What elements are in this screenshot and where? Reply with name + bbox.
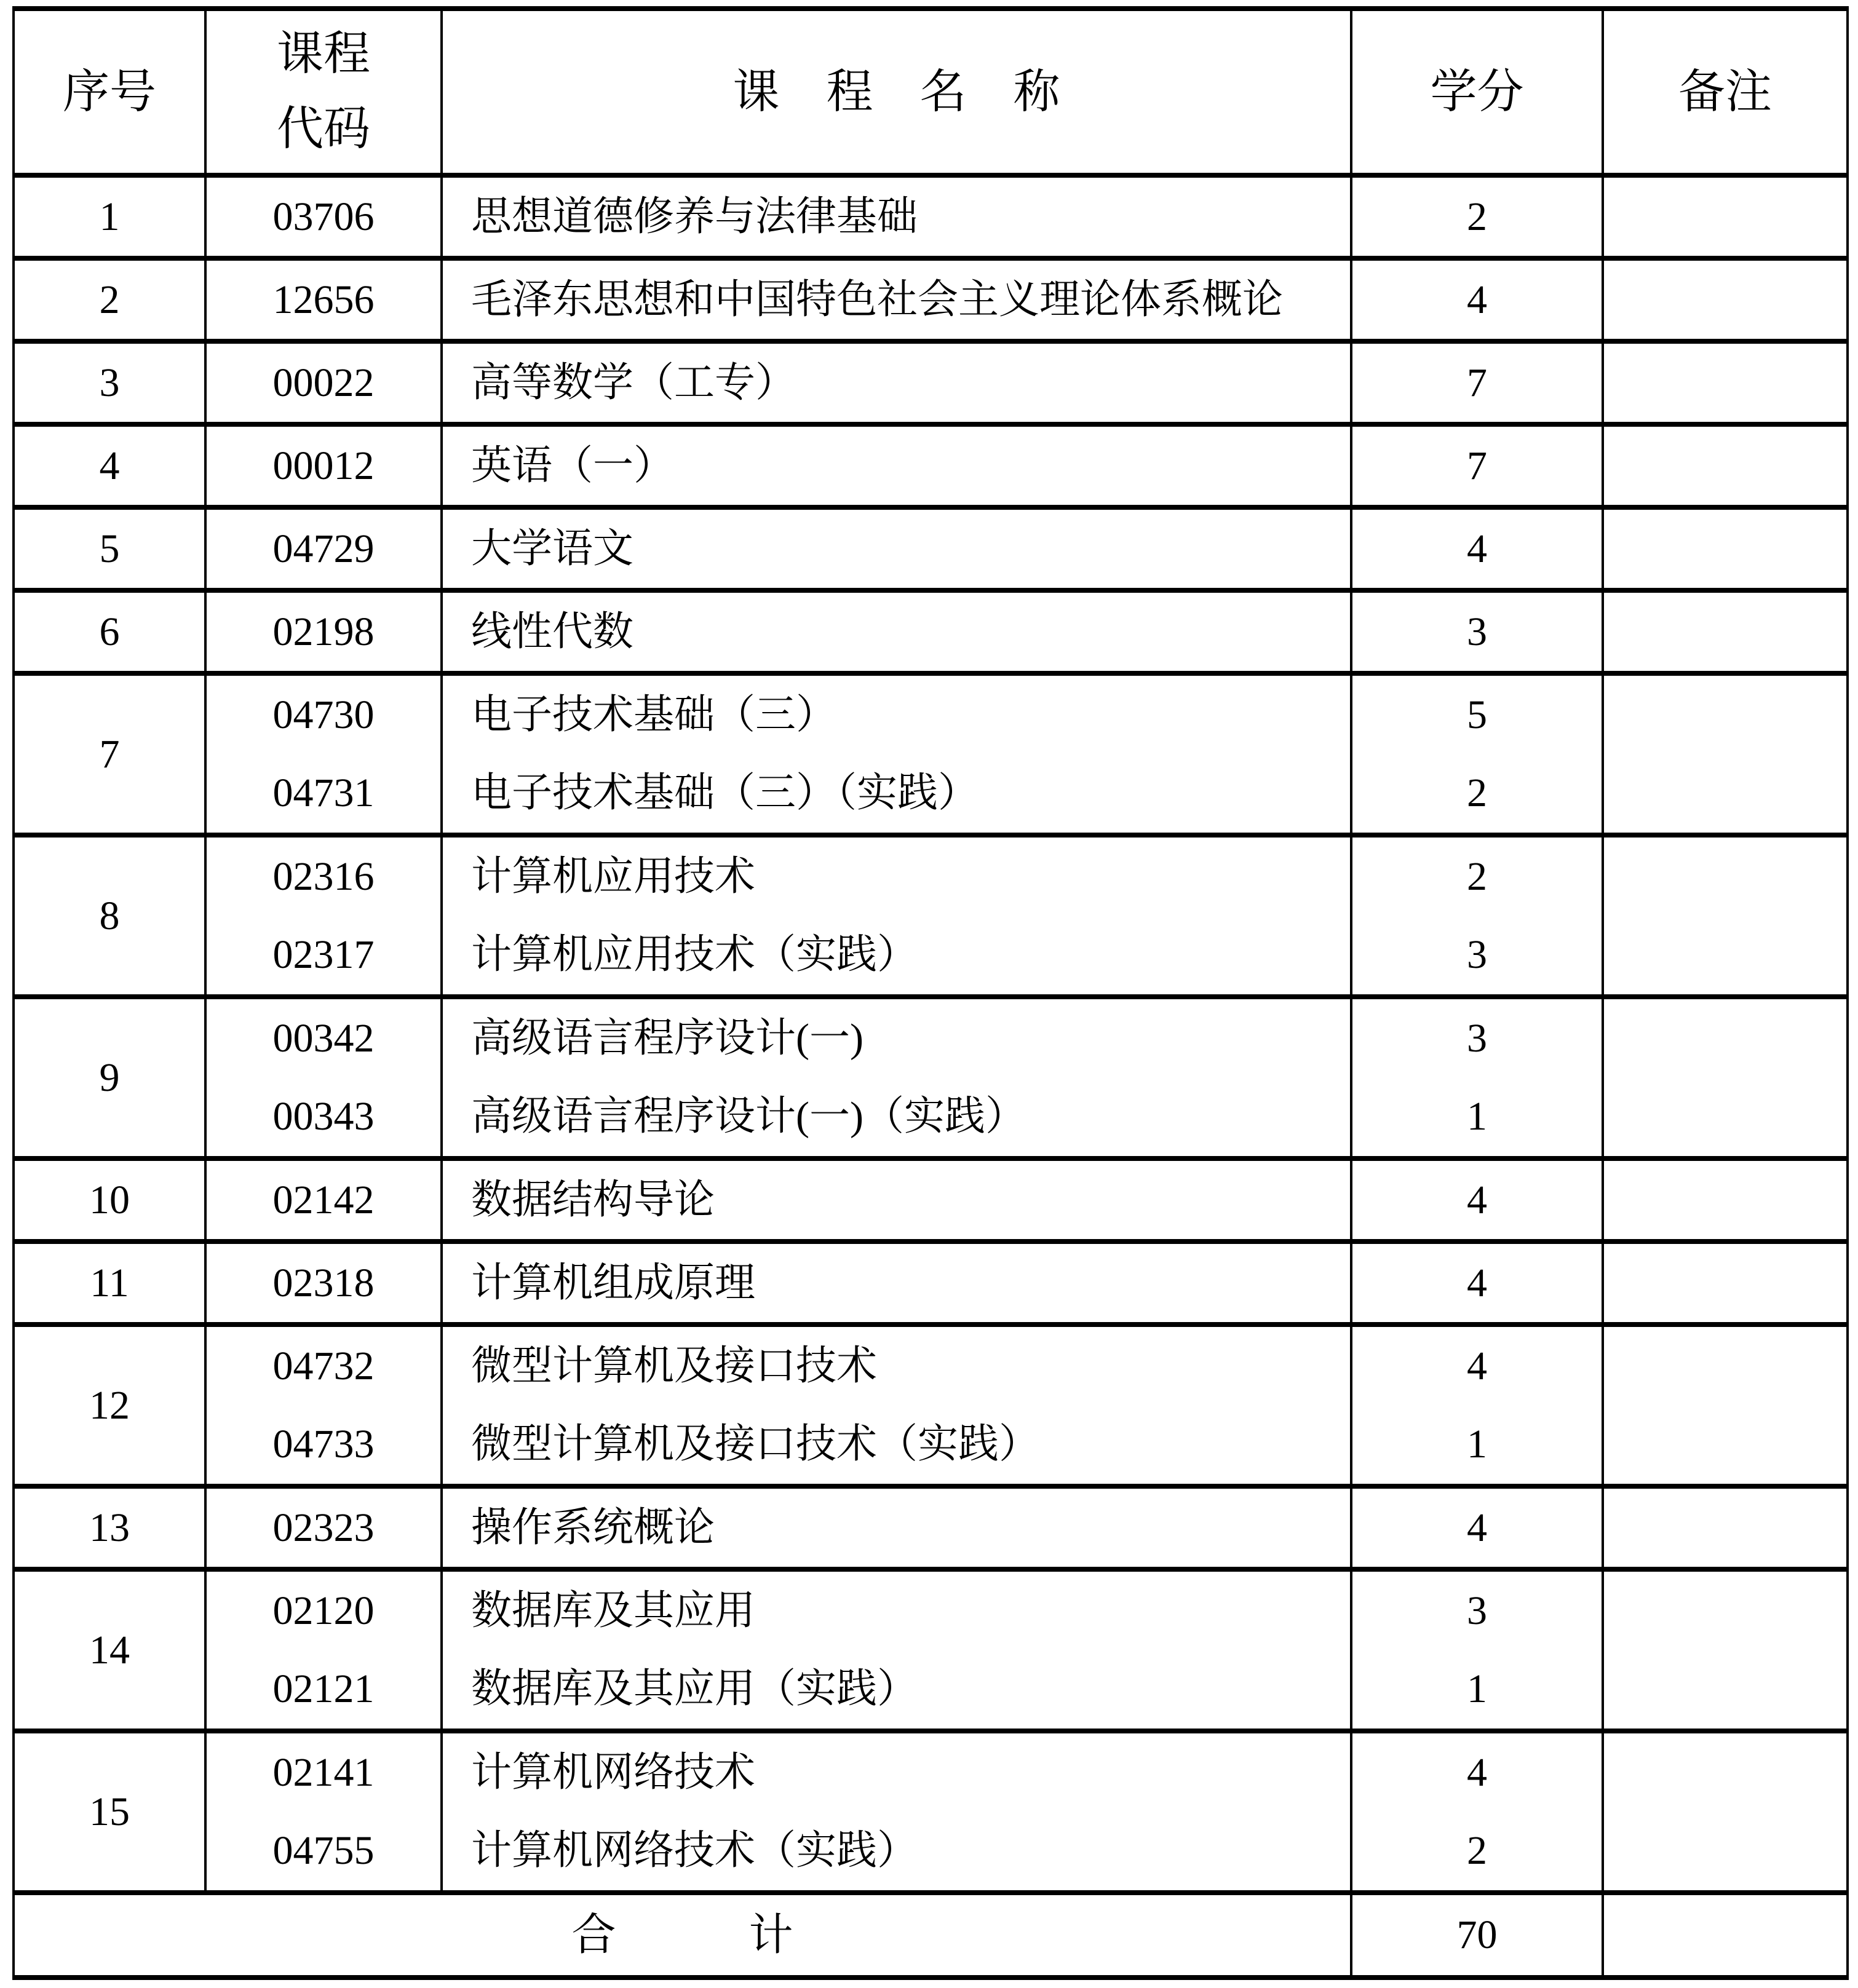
course-credits: 7 (1467, 360, 1487, 405)
course-code: 04729 (272, 526, 375, 571)
header-course-name (443, 11, 1352, 173)
course-credits: 3 (1467, 1588, 1487, 1633)
course-code: 00012 (272, 443, 375, 488)
course-name-cell (443, 1244, 1352, 1322)
credits-cell (1352, 676, 1604, 833)
table-row (15, 676, 1846, 838)
table-row (15, 261, 1846, 344)
table-row (15, 1572, 1846, 1733)
remarks-cell (1604, 593, 1846, 671)
table-row (15, 1161, 1846, 1244)
credits-cell (1352, 999, 1604, 1156)
course-code-cell (207, 427, 443, 505)
remarks-cell (1604, 510, 1846, 588)
table-row (15, 838, 1846, 999)
header-credits (1352, 11, 1604, 173)
course-credits: 2 (1467, 1828, 1487, 1874)
course-code: 02317 (272, 932, 375, 978)
course-code: 02121 (272, 1666, 375, 1712)
course-code: 04732 (272, 1343, 375, 1388)
course-name: 思想道德修养与法律基础 (471, 194, 918, 239)
seq-cell: 15 (15, 1733, 207, 1890)
course-code-cell (207, 676, 443, 833)
total-label: 合 计 (571, 1911, 793, 1960)
table-row (15, 1327, 1846, 1489)
course-name: 计算机应用技术 (471, 853, 755, 899)
table-row (15, 999, 1846, 1161)
total-remarks-cell (1604, 1895, 1846, 1975)
course-name-cell (443, 999, 1352, 1156)
course-name: 微型计算机及接口技术 (471, 1343, 877, 1388)
course-credits: 1 (1467, 1094, 1487, 1139)
credits-cell (1352, 593, 1604, 671)
table-row (15, 510, 1846, 593)
seq-cell: 7 (15, 676, 207, 833)
seq-cell: 14 (15, 1572, 207, 1729)
seq-cell: 3 (15, 344, 207, 422)
header-course-code (207, 11, 443, 173)
course-name-cell (443, 1489, 1352, 1567)
course-name: 计算机网络技术 (471, 1749, 755, 1795)
course-code-cell (207, 344, 443, 422)
course-name: 数据结构导论 (471, 1177, 715, 1222)
seq-cell: 1 (15, 178, 207, 256)
table-row (15, 344, 1846, 427)
course-code: 04730 (272, 692, 375, 737)
header-row (15, 11, 1846, 178)
course-credits: 2 (1467, 770, 1487, 816)
course-credits: 4 (1467, 526, 1487, 571)
seq-cell: 4 (15, 427, 207, 505)
course-code-cell (207, 1161, 443, 1239)
total-label-cell (15, 1895, 1352, 1975)
seq-cell: 5 (15, 510, 207, 588)
header-remarks (1604, 11, 1846, 173)
table-row (15, 1733, 1846, 1895)
seq-cell: 12 (15, 1327, 207, 1484)
remarks-cell (1604, 1327, 1846, 1484)
course-credits: 1 (1467, 1666, 1487, 1712)
course-code: 03706 (272, 194, 375, 239)
course-code-cell (207, 1489, 443, 1567)
course-name-cell (443, 1733, 1352, 1890)
header-seq (15, 11, 207, 173)
header-credits-label: 学分 (1430, 66, 1524, 118)
course-name-cell (443, 344, 1352, 422)
credits-cell (1352, 1733, 1604, 1890)
course-credits: 4 (1467, 277, 1487, 322)
course-code-cell (207, 999, 443, 1156)
course-code: 12656 (272, 277, 375, 322)
course-credits: 3 (1467, 609, 1487, 654)
course-credits: 4 (1467, 1749, 1487, 1795)
table-row (15, 593, 1846, 676)
course-code: 00022 (272, 360, 375, 405)
seq-cell: 13 (15, 1489, 207, 1567)
course-credits: 5 (1467, 692, 1487, 737)
course-table (12, 6, 1849, 1980)
seq-cell: 2 (15, 261, 207, 339)
course-name-cell (443, 676, 1352, 833)
remarks-cell (1604, 838, 1846, 994)
course-name-cell (443, 838, 1352, 994)
credits-cell (1352, 427, 1604, 505)
course-code: 00343 (272, 1094, 375, 1139)
remarks-cell (1604, 1244, 1846, 1322)
remarks-cell (1604, 344, 1846, 422)
course-code: 02141 (272, 1749, 375, 1795)
table-row (15, 1489, 1846, 1572)
course-name: 英语（一） (471, 443, 674, 488)
course-code: 02120 (272, 1588, 375, 1633)
header-course-name-label: 课 程 名 称 (732, 66, 1060, 118)
course-name-cell (443, 1161, 1352, 1239)
credits-cell (1352, 838, 1604, 994)
course-code: 04731 (272, 770, 375, 816)
course-name: 电子技术基础（三）（实践） (471, 770, 979, 816)
course-credits: 4 (1467, 1343, 1487, 1388)
course-name: 线性代数 (471, 609, 633, 654)
seq-cell: 10 (15, 1161, 207, 1239)
course-credits: 3 (1467, 1015, 1487, 1061)
course-name: 微型计算机及接口技术（实践） (471, 1422, 1039, 1467)
course-name: 高等数学（工专） (471, 360, 796, 405)
remarks-cell (1604, 999, 1846, 1156)
course-name: 毛泽东思想和中国特色社会主义理论体系概论 (471, 277, 1283, 322)
course-name: 数据库及其应用（实践） (471, 1666, 918, 1712)
course-name-cell (443, 1572, 1352, 1729)
course-code-cell (207, 593, 443, 671)
course-name: 高级语言程序设计(一)（实践） (471, 1094, 1026, 1139)
credits-cell (1352, 178, 1604, 256)
course-name-cell (443, 178, 1352, 256)
total-credits-cell (1352, 1895, 1604, 1975)
remarks-cell (1604, 178, 1846, 256)
remarks-cell (1604, 1489, 1846, 1567)
course-name: 计算机应用技术（实践） (471, 932, 918, 978)
course-code-cell (207, 261, 443, 339)
course-name: 计算机组成原理 (471, 1260, 755, 1305)
seq-cell: 6 (15, 593, 207, 671)
course-code: 02318 (272, 1260, 375, 1305)
course-credits: 4 (1467, 1260, 1487, 1305)
course-code-cell (207, 1572, 443, 1729)
course-code: 02198 (272, 609, 375, 654)
course-credits: 4 (1467, 1505, 1487, 1550)
credits-cell (1352, 1489, 1604, 1567)
course-name-cell (443, 510, 1352, 588)
table-row (15, 427, 1846, 510)
seq-cell: 11 (15, 1244, 207, 1322)
course-credits: 7 (1467, 443, 1487, 488)
course-credits: 4 (1467, 1177, 1487, 1222)
course-name: 大学语文 (471, 526, 633, 571)
seq-cell: 8 (15, 838, 207, 994)
course-code: 02142 (272, 1177, 375, 1222)
course-credits: 2 (1467, 853, 1487, 899)
credits-cell (1352, 261, 1604, 339)
course-name-cell (443, 1327, 1352, 1484)
course-code-cell (207, 838, 443, 994)
header-remarks-label: 备注 (1678, 66, 1772, 118)
remarks-cell (1604, 261, 1846, 339)
total-row (15, 1895, 1846, 1975)
course-name: 计算机网络技术（实践） (471, 1828, 918, 1874)
course-code-cell (207, 1327, 443, 1484)
course-name: 数据库及其应用 (471, 1588, 755, 1633)
total-credits: 70 (1456, 1912, 1498, 1957)
credits-cell (1352, 1244, 1604, 1322)
course-name-cell (443, 261, 1352, 339)
table-row (15, 178, 1846, 261)
credits-cell (1352, 1161, 1604, 1239)
header-course-code-label: 课程代码 (277, 28, 370, 155)
course-name-cell (443, 427, 1352, 505)
table-row (15, 1244, 1846, 1327)
remarks-cell (1604, 676, 1846, 833)
header-seq-label: 序号 (63, 66, 156, 118)
course-name: 电子技术基础（三） (471, 692, 836, 737)
course-code: 02323 (272, 1505, 375, 1550)
course-code-cell (207, 1244, 443, 1322)
course-code: 04755 (272, 1828, 375, 1874)
course-code-cell (207, 510, 443, 588)
course-code: 00342 (272, 1015, 375, 1061)
table-body (15, 178, 1846, 1895)
course-credits: 2 (1467, 194, 1487, 239)
course-code-cell (207, 1733, 443, 1890)
credits-cell (1352, 1327, 1604, 1484)
course-code: 02316 (272, 853, 375, 899)
course-name: 操作系统概论 (471, 1505, 715, 1550)
credits-cell (1352, 1572, 1604, 1729)
course-credits: 1 (1467, 1422, 1487, 1467)
remarks-cell (1604, 1572, 1846, 1729)
remarks-cell (1604, 1161, 1846, 1239)
course-name-cell (443, 593, 1352, 671)
course-name: 高级语言程序设计(一) (471, 1015, 863, 1061)
course-code: 04733 (272, 1422, 375, 1467)
course-code-cell (207, 178, 443, 256)
credits-cell (1352, 344, 1604, 422)
credits-cell (1352, 510, 1604, 588)
remarks-cell (1604, 427, 1846, 505)
seq-cell: 9 (15, 999, 207, 1156)
course-credits: 3 (1467, 932, 1487, 978)
remarks-cell (1604, 1733, 1846, 1890)
